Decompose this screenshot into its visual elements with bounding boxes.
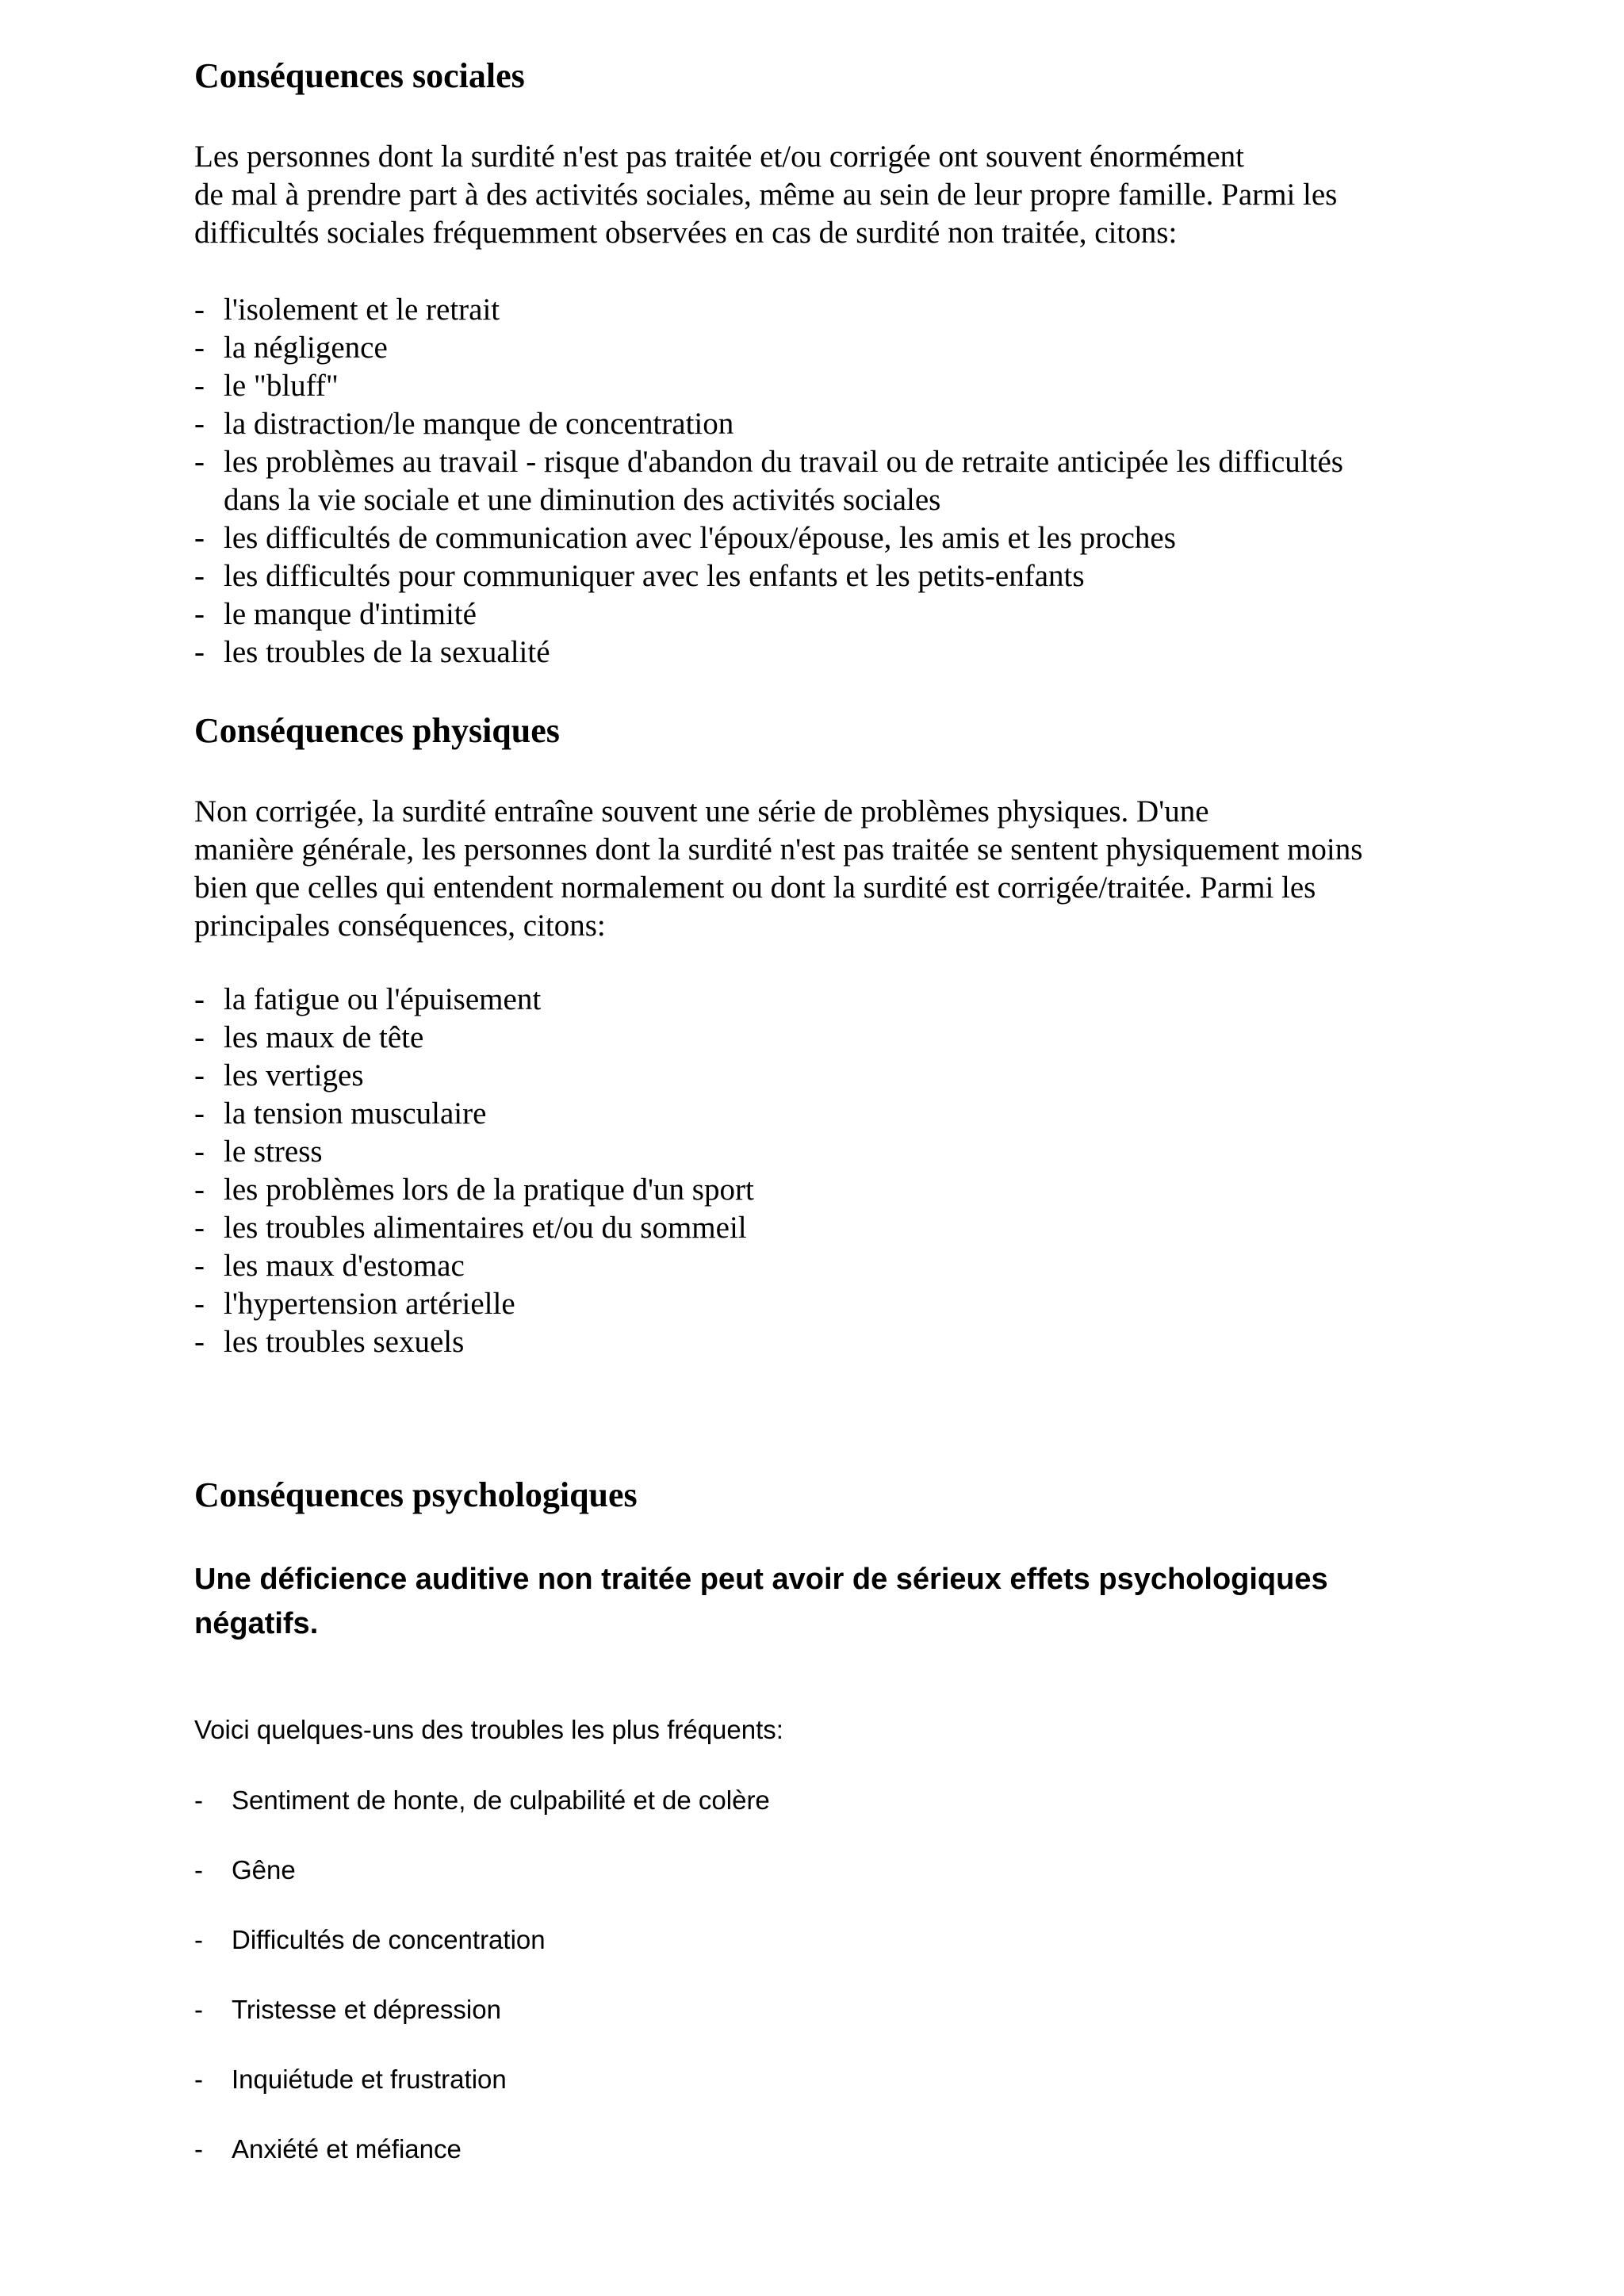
psychological-intro: Voici quelques-uns des troubles les plus fréquents: (194, 1715, 783, 1744)
list-item: - Gêne (194, 1854, 770, 1886)
list-item-text: - les maux de tête (224, 1020, 424, 1054)
list-item: - Sentiment de honte, de culpabilité et de colère (194, 1785, 770, 1816)
list-item (194, 519, 1479, 557)
list-item (194, 405, 1479, 443)
social-intro-line: Les personnes dont la surdité n'est pas traitée et/ou corrigée ont souvent énormément (194, 140, 1244, 174)
list-item-text: - la fatigue ou l'épuisement (224, 982, 542, 1016)
list-item (194, 329, 1479, 367)
social-intro-line: difficultés sociales fréquemment observées en cas de surdité non traitée, citons: (194, 216, 1178, 250)
list-item-text: - l'isolement et le retrait (224, 293, 500, 327)
list-item (194, 443, 1479, 519)
list-item-text: - les maux d'estomac (224, 1249, 465, 1283)
list-item-text: - les difficultés de communication avec l'époux/épouse, les amis et les proches (224, 521, 1176, 555)
physical-intro-paragraph (194, 793, 1479, 945)
list-item-text: - le manque d'intimité (224, 597, 477, 631)
list-item (194, 633, 1479, 672)
list-item-text: - le stress (224, 1135, 323, 1169)
list-item (194, 1057, 1479, 1095)
physical-intro-line: bien que celles qui entendent normalement ou dont la surdité est corrigée/traitée. Parmi les (194, 871, 1316, 905)
list-item-text: - les troubles alimentaires et/ou du sommeil (224, 1211, 747, 1245)
list-item (194, 1285, 1479, 1323)
social-intro-paragraph (194, 138, 1479, 252)
section-title-social: Conséquences sociales (194, 56, 525, 95)
physical-intro-line: manière générale, les personnes dont la surdité n'est pas traitée se sentent physiquement moins (194, 832, 1363, 867)
physical-intro-line: principales conséquences, citons: (194, 909, 606, 943)
list-item-text: - la tension musculaire (224, 1096, 487, 1131)
list-item (194, 367, 1479, 405)
list-item (194, 291, 1479, 329)
psychological-subtitle-line: Une déficience auditive non traitée peut avoir de sérieux effets psychologiques (194, 1563, 1328, 1596)
psychological-consequences-list (194, 1785, 770, 2203)
list-item (194, 981, 1479, 1019)
list-item: - Tristesse et dépression (194, 1994, 770, 2026)
physical-consequences-list (194, 981, 1479, 1361)
list-item-text-continuation: dans la vie sociale et une diminution des activités sociales (224, 483, 941, 517)
list-item: - Difficultés de concentration (194, 1924, 770, 1956)
list-item-text: - les problèmes lors de la pratique d'un sport (224, 1173, 754, 1207)
list-item: - Inquiétude et frustration (194, 2064, 770, 2095)
section-title-physical: Conséquences physiques (194, 711, 560, 750)
list-item (194, 1095, 1479, 1133)
physical-intro-line: Non corrigée, la surdité entraîne souvent une série de problèmes physiques. D'une (194, 794, 1209, 828)
list-item-text: - le "bluff" (224, 369, 339, 403)
list-item: - Anxiété et méfiance (194, 2133, 770, 2165)
list-item-text: - la distraction/le manque de concentration (224, 407, 734, 441)
list-item (194, 1247, 1479, 1285)
list-item (194, 1209, 1479, 1247)
list-item-text: - les difficultés pour communiquer avec les enfants et les petits-enfants (224, 559, 1085, 593)
list-item-text: - les vertiges (224, 1058, 364, 1093)
list-item (194, 557, 1479, 595)
psychological-subtitle-line: négatifs. (194, 1607, 319, 1640)
list-item (194, 1133, 1479, 1171)
social-consequences-list (194, 291, 1479, 672)
list-item-text: - la négligence (224, 331, 388, 365)
list-item-text: - l'hypertension artérielle (224, 1287, 515, 1321)
list-item (194, 1171, 1479, 1209)
list-item-text: - les problèmes au travail - risque d'abandon du travail ou de retraite anticipée les difficultés (224, 445, 1343, 479)
list-item-text: - les troubles sexuels (224, 1325, 465, 1359)
list-item (194, 595, 1479, 633)
list-item-text: - les troubles de la sexualité (224, 635, 550, 669)
list-item (194, 1323, 1479, 1361)
social-intro-line: de mal à prendre part à des activités sociales, même au sein de leur propre famille. Parmi les (194, 178, 1338, 212)
list-item (194, 1019, 1479, 1057)
psychological-subtitle (194, 1557, 1495, 1646)
section-title-psychological: Conséquences psychologiques (194, 1475, 638, 1514)
